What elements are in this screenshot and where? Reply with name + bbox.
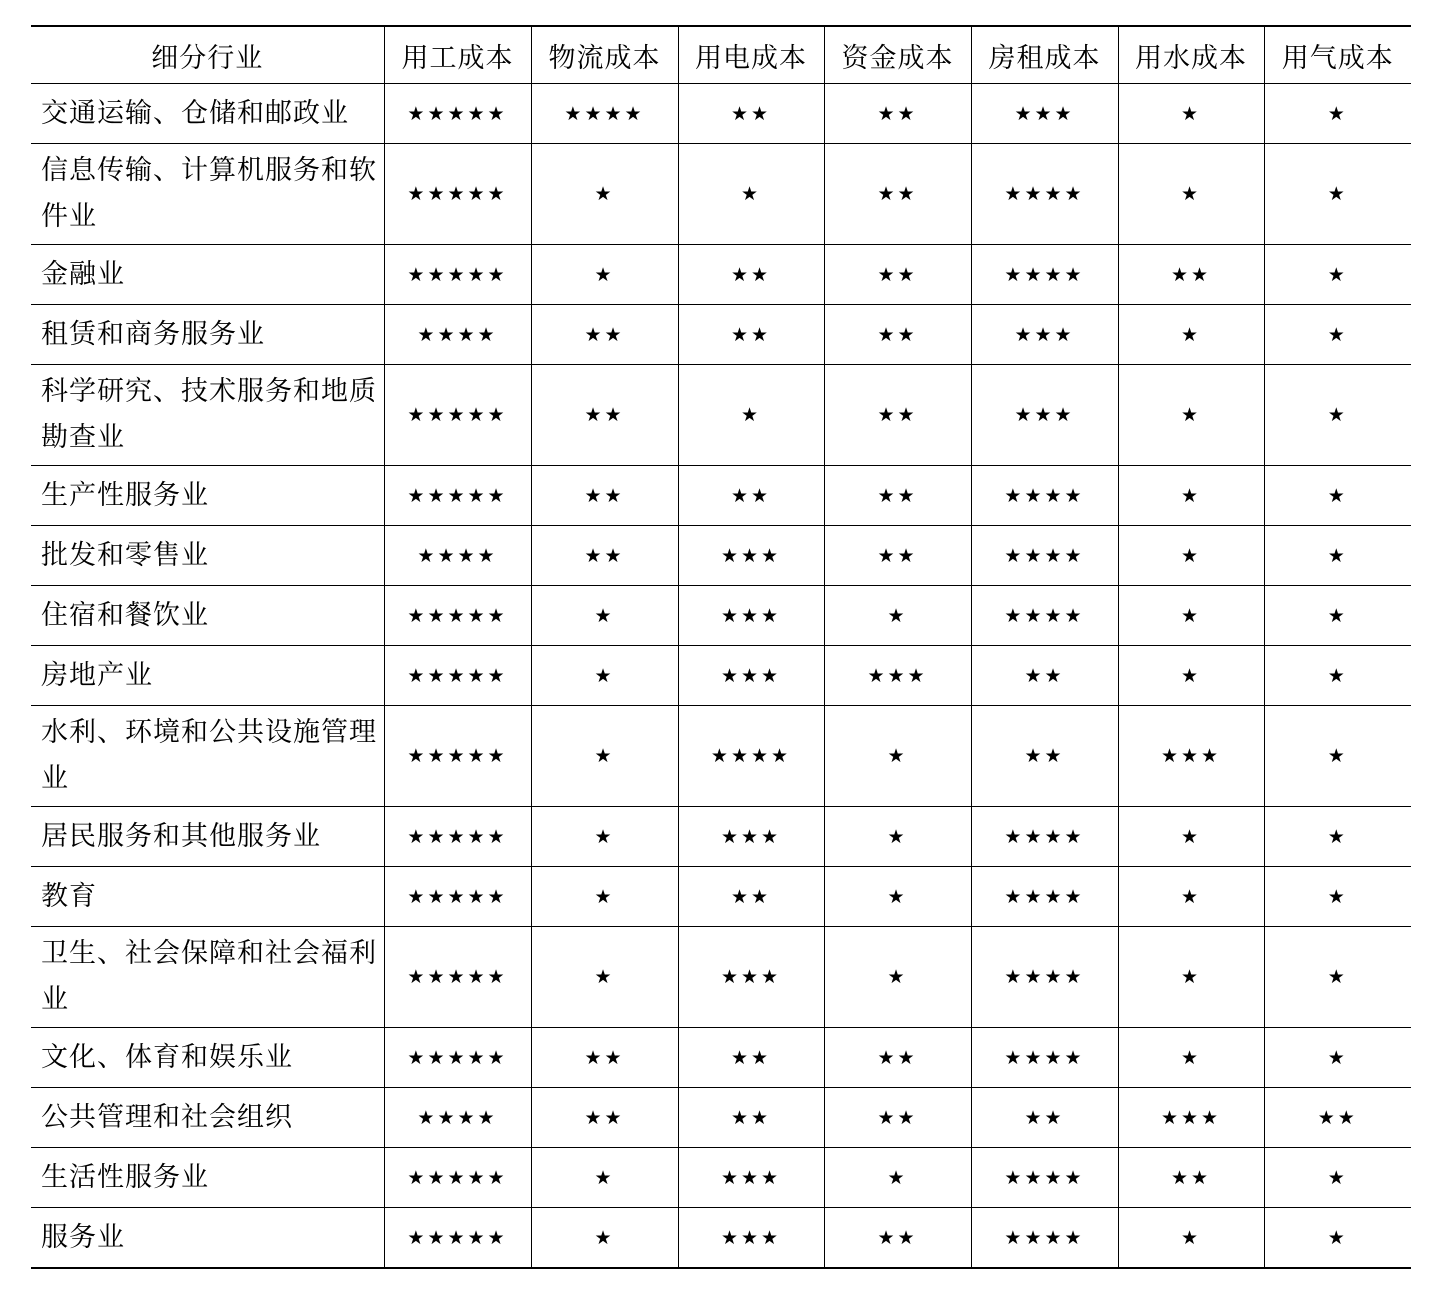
table-row [31,586,1411,646]
rating-cell: ★★ [824,245,971,305]
rating-cell: ★★★★★ [384,807,531,867]
rating-cell: ★★★ [1118,706,1264,807]
rating-cell: ★★★★ [971,867,1118,927]
table-row [31,245,1411,305]
rating-cell: ★★★★★ [384,1148,531,1208]
rating-cell: ★ [824,1148,971,1208]
table-row [31,646,1411,706]
rating-cell: ★ [1264,1208,1411,1269]
rating-cell: ★★ [824,526,971,586]
rating-cell: ★★ [678,84,824,144]
rating-cell: ★ [1264,867,1411,927]
table-row [31,84,1411,144]
rating-cell: ★ [531,1208,678,1269]
rating-cell: ★★★★ [384,1088,531,1148]
rating-cell: ★ [531,144,678,245]
rating-cell: ★★ [678,1028,824,1088]
table-row [31,807,1411,867]
rating-cell: ★★★★ [384,526,531,586]
rating-cell: ★ [1264,927,1411,1028]
rating-cell: ★ [1118,365,1264,466]
rating-cell: ★ [824,867,971,927]
header-industry: 细分行业 [31,26,384,84]
industry-name-cell: 服务业 [31,1208,384,1269]
rating-cell: ★★ [824,305,971,365]
industry-name-cell: 租赁和商务服务业 [31,305,384,365]
rating-cell: ★★ [531,466,678,526]
rating-cell: ★★★★★ [384,586,531,646]
rating-cell: ★★★★ [971,1208,1118,1269]
rating-cell: ★ [824,586,971,646]
rating-cell: ★ [1118,1208,1264,1269]
header-gas-cost: 用气成本 [1264,26,1411,84]
rating-cell: ★ [1118,144,1264,245]
rating-cell: ★ [1264,305,1411,365]
industry-name-cell: 公共管理和社会组织 [31,1088,384,1148]
rating-cell: ★★★ [678,807,824,867]
rating-cell: ★ [1264,526,1411,586]
rating-cell: ★ [1264,807,1411,867]
rating-cell: ★★★★ [531,84,678,144]
rating-cell: ★★★★★ [384,466,531,526]
table-row [31,1088,1411,1148]
rating-cell: ★★ [1118,1148,1264,1208]
rating-cell: ★ [531,927,678,1028]
industry-name-cell: 生活性服务业 [31,1148,384,1208]
table-row [31,706,1411,807]
rating-cell: ★ [1264,365,1411,466]
industry-cost-table [31,25,1411,1269]
rating-cell: ★★★★ [971,807,1118,867]
rating-cell: ★ [1264,706,1411,807]
rating-cell: ★★ [531,1088,678,1148]
rating-cell: ★★ [531,365,678,466]
rating-cell: ★ [824,807,971,867]
table-row [31,867,1411,927]
rating-cell: ★★★ [678,526,824,586]
industry-name-cell: 金融业 [31,245,384,305]
rating-cell: ★ [1118,867,1264,927]
rating-cell: ★ [1118,84,1264,144]
rating-cell: ★★★ [971,305,1118,365]
table-row [31,1148,1411,1208]
rating-cell: ★★ [971,646,1118,706]
rating-cell: ★★ [531,526,678,586]
rating-cell: ★★ [824,1088,971,1148]
rating-cell: ★ [1264,646,1411,706]
rating-cell: ★★ [971,706,1118,807]
industry-name-cell: 居民服务和其他服务业 [31,807,384,867]
header-rent-cost: 房租成本 [971,26,1118,84]
rating-cell: ★★★ [678,586,824,646]
rating-cell: ★★ [824,144,971,245]
header-row [31,26,1411,84]
rating-cell: ★★★★ [971,1148,1118,1208]
rating-cell: ★ [1264,245,1411,305]
rating-cell: ★ [531,867,678,927]
rating-cell: ★★★★ [971,245,1118,305]
table-row [31,466,1411,526]
rating-cell: ★★★★★ [384,706,531,807]
rating-cell: ★ [531,586,678,646]
rating-cell: ★★★★★ [384,867,531,927]
rating-cell: ★★★ [678,1148,824,1208]
header-water-cost: 用水成本 [1118,26,1264,84]
rating-cell: ★★★★★ [384,84,531,144]
table-body [31,84,1411,1269]
rating-cell: ★ [531,807,678,867]
rating-cell: ★★★★ [971,586,1118,646]
header-labor-cost: 用工成本 [384,26,531,84]
rating-cell: ★★★★★ [384,1208,531,1269]
rating-cell: ★ [1264,1028,1411,1088]
rating-cell: ★ [678,144,824,245]
rating-cell: ★ [1118,1028,1264,1088]
rating-cell: ★★★★★ [384,144,531,245]
industry-name-cell: 交通运输、仓储和邮政业 [31,84,384,144]
rating-cell: ★★★★ [384,305,531,365]
rating-cell: ★ [1118,466,1264,526]
rating-cell: ★★★ [678,1208,824,1269]
industry-name-cell: 水利、环境和公共设施管理业 [31,706,384,807]
rating-cell: ★★ [678,305,824,365]
rating-cell: ★ [1118,586,1264,646]
rating-cell: ★★ [824,365,971,466]
table-row [31,365,1411,466]
table-row [31,305,1411,365]
rating-cell: ★ [1118,526,1264,586]
rating-cell: ★★★★ [971,526,1118,586]
rating-cell: ★ [531,706,678,807]
rating-cell: ★★★ [824,646,971,706]
header-logistics-cost: 物流成本 [531,26,678,84]
rating-cell: ★ [1118,305,1264,365]
rating-cell: ★★★★★ [384,245,531,305]
rating-cell: ★★★ [971,84,1118,144]
rating-cell: ★★ [678,245,824,305]
table-row [31,144,1411,245]
header-capital-cost: 资金成本 [824,26,971,84]
table-row [31,1028,1411,1088]
rating-cell: ★★ [678,1088,824,1148]
table-row [31,1208,1411,1269]
rating-cell: ★★ [824,84,971,144]
rating-cell: ★ [678,365,824,466]
industry-name-cell: 房地产业 [31,646,384,706]
rating-cell: ★★★★ [971,1028,1118,1088]
rating-cell: ★★ [1118,245,1264,305]
rating-cell: ★★★ [1118,1088,1264,1148]
rating-cell: ★ [531,245,678,305]
rating-cell: ★★★★ [971,144,1118,245]
industry-name-cell: 信息传输、计算机服务和软件业 [31,144,384,245]
rating-cell: ★★★ [678,646,824,706]
rating-cell: ★ [1118,646,1264,706]
rating-cell: ★★★★ [678,706,824,807]
rating-cell: ★★★ [678,927,824,1028]
rating-cell: ★★ [531,1028,678,1088]
rating-cell: ★ [1118,927,1264,1028]
rating-cell: ★ [1264,144,1411,245]
rating-cell: ★★★★★ [384,927,531,1028]
industry-name-cell: 生产性服务业 [31,466,384,526]
rating-cell: ★★★★★ [384,646,531,706]
rating-cell: ★★ [971,1088,1118,1148]
rating-cell: ★★ [824,1028,971,1088]
rating-cell: ★★ [678,466,824,526]
rating-cell: ★★ [824,1208,971,1269]
rating-cell: ★★★★ [971,927,1118,1028]
industry-name-cell: 科学研究、技术服务和地质勘查业 [31,365,384,466]
rating-cell: ★★★★★ [384,1028,531,1088]
rating-cell: ★ [824,706,971,807]
rating-cell: ★ [1264,466,1411,526]
rating-cell: ★ [1264,586,1411,646]
industry-name-cell: 批发和零售业 [31,526,384,586]
rating-cell: ★★★★★ [384,365,531,466]
industry-name-cell: 文化、体育和娱乐业 [31,1028,384,1088]
rating-cell: ★★ [531,305,678,365]
rating-cell: ★★ [824,466,971,526]
industry-name-cell: 教育 [31,867,384,927]
rating-cell: ★★ [1264,1088,1411,1148]
header-electricity-cost: 用电成本 [678,26,824,84]
table-row [31,927,1411,1028]
table-row [31,526,1411,586]
rating-cell: ★ [1264,84,1411,144]
rating-cell: ★★★★ [971,466,1118,526]
rating-cell: ★ [531,646,678,706]
rating-cell: ★ [1264,1148,1411,1208]
industry-name-cell: 卫生、社会保障和社会福利业 [31,927,384,1028]
rating-cell: ★ [531,1148,678,1208]
rating-cell: ★ [824,927,971,1028]
rating-cell: ★★ [678,867,824,927]
rating-cell: ★★★ [971,365,1118,466]
rating-cell: ★ [1118,807,1264,867]
industry-name-cell: 住宿和餐饮业 [31,586,384,646]
